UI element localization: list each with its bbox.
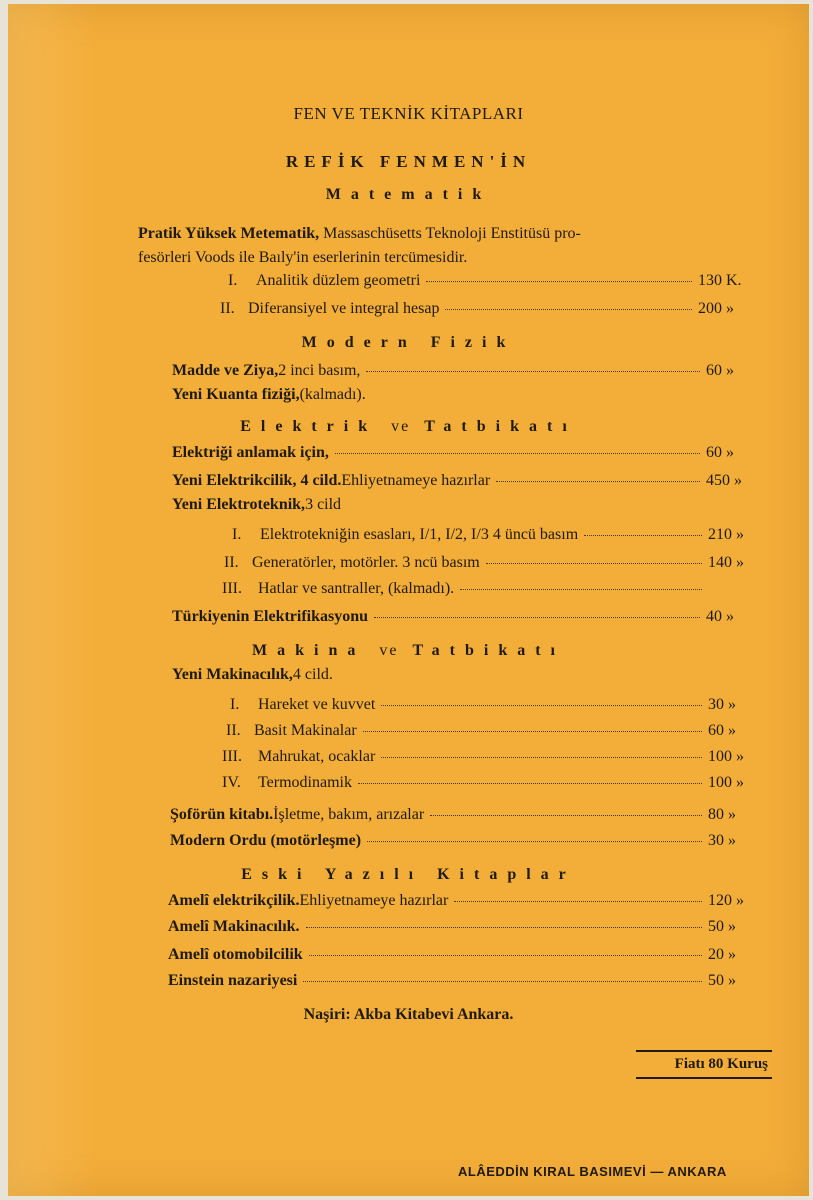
item-price: 100 » (708, 748, 744, 765)
item-number: I. (228, 272, 238, 289)
item-price: 130 K. (698, 272, 742, 289)
list-item (172, 608, 776, 630)
section-word: Elektrik (240, 418, 378, 435)
list-item (168, 972, 778, 994)
item-price: 60 » (708, 722, 736, 739)
list-item (232, 526, 778, 548)
leader-dots (381, 704, 702, 706)
leader-dots (303, 980, 702, 982)
item-title: Şoförün kitabı. (170, 806, 274, 823)
section-heading-modern-fizik: Modern Fizik (301, 334, 516, 351)
item-title: Amelî Makinacılık. (168, 918, 300, 935)
item-title: Modern Ordu (motörleşme) (170, 832, 362, 849)
list-item (230, 696, 778, 718)
leader-dots (366, 370, 700, 372)
leader-dots (381, 756, 702, 758)
section-word: Makina (252, 642, 366, 659)
author-heading: REFİK FENMEN'İN (285, 152, 532, 171)
item-price: 30 » (708, 696, 736, 713)
list-item (172, 496, 776, 518)
item-price: 60 » (706, 444, 734, 461)
item-number: III. (222, 580, 242, 597)
leader-dots (309, 954, 702, 956)
item-text: 3 cild (305, 496, 342, 513)
item-number: I. (232, 526, 242, 543)
intro-paragraph (138, 222, 778, 270)
item-number: III. (222, 748, 242, 765)
list-item (172, 386, 776, 408)
leader-dots (496, 480, 700, 482)
section-heading-elektrik (8, 418, 809, 436)
item-title: Yeni Elektroteknik, (172, 496, 306, 513)
section-heading-matematik: Matematik (325, 186, 492, 203)
item-text: Hatlar ve santraller, (kalmadı). (258, 580, 455, 597)
list-item (172, 666, 776, 688)
leader-dots (430, 814, 702, 816)
list-item (228, 272, 768, 294)
item-price: 450 » (706, 472, 742, 489)
leader-dots (358, 782, 702, 784)
leader-dots (460, 588, 702, 590)
item-title: Amelî otomobilcilik (168, 946, 303, 963)
item-text: Ehliyetnameye hazırlar (341, 472, 491, 489)
item-text: Generatörler, motörler. 3 ncü basım (252, 554, 480, 571)
item-price: 60 » (706, 362, 734, 379)
item-title: Madde ve Ziya, (172, 362, 279, 379)
item-price: 20 » (708, 946, 736, 963)
item-title: Elektriği anlamak için, (172, 444, 329, 461)
item-text: Analitik düzlem geometri (256, 272, 421, 289)
item-price: 100 » (708, 774, 744, 791)
list-item (170, 806, 778, 828)
intro-title: Pratik Yüksek Metematik, (138, 225, 320, 242)
leader-dots (584, 534, 702, 536)
item-title: Türkiyenin Elektrifikasyonu (172, 608, 369, 625)
leader-dots (445, 308, 692, 310)
section-word: Tatbikatı (412, 642, 565, 659)
list-item (172, 362, 776, 384)
item-text: 2 inci basım, (278, 362, 361, 379)
list-item (168, 892, 778, 914)
item-text: 4 cild. (292, 666, 333, 683)
section-word: Tatbikatı (424, 418, 577, 435)
item-text: Diferansiyel ve integral hesap (248, 300, 440, 317)
list-item (168, 918, 778, 940)
item-price: 30 » (708, 832, 736, 849)
section-heading-makina (8, 642, 809, 660)
item-text: (kalmadı). (299, 386, 366, 403)
section-conj: ve (391, 418, 411, 435)
item-text: İşletme, bakım, arızalar (273, 806, 425, 823)
item-number: II. (224, 554, 239, 571)
back-cover-page (8, 4, 809, 1196)
list-item (220, 300, 768, 322)
item-title: Einstein nazariyesi (168, 972, 298, 989)
leader-dots (335, 452, 700, 454)
item-number: II. (226, 722, 241, 739)
printer-imprint: ALÂEDDİN KIRAL BASIMEVİ — ANKARA (458, 1164, 727, 1179)
item-number: II. (220, 300, 235, 317)
item-title: Yeni Makinacılık, (172, 666, 293, 683)
item-text: Hareket ve kuvvet (258, 696, 376, 713)
item-title: Yeni Elektrikcilik, 4 cild. (172, 472, 342, 489)
item-price: 200 » (698, 300, 734, 317)
item-number: IV. (222, 774, 241, 791)
section-conj: ve (379, 642, 399, 659)
leader-dots (486, 562, 702, 564)
item-title: Amelî elektrikçilik. (168, 892, 300, 909)
item-price: 50 » (708, 918, 736, 935)
item-price: 50 » (708, 972, 736, 989)
item-number: I. (230, 696, 240, 713)
item-price: 140 » (708, 554, 744, 571)
item-text: Ehliyetnameye hazırlar (299, 892, 449, 909)
page-header: FEN VE TEKNİK KİTAPLARI (293, 104, 524, 123)
item-text: Mahrukat, ocaklar (258, 748, 376, 765)
list-item (222, 580, 708, 602)
price-label: Fiatı 80 Kuruş (636, 1050, 772, 1079)
item-price: 210 » (708, 526, 744, 543)
leader-dots (426, 280, 692, 282)
leader-dots (306, 926, 702, 928)
list-item (172, 444, 776, 466)
intro-text-1: Massaschüsetts Teknoloji Enstitüsü pro- (319, 225, 581, 242)
list-item (168, 946, 778, 968)
list-item (222, 774, 778, 796)
leader-dots (363, 730, 702, 732)
leader-dots (374, 616, 700, 618)
item-title: Yeni Kuanta fiziği, (172, 386, 300, 403)
list-item (224, 554, 778, 576)
leader-dots (367, 840, 702, 842)
leader-dots (454, 900, 702, 902)
intro-text-2: fesörleri Voods ile Baıly'in eserlerinin tercümesidir. (138, 249, 468, 266)
section-heading-eski: Eski Yazılı Kitaplar (241, 866, 576, 883)
item-price: 40 » (706, 608, 734, 625)
item-text: Basit Makinalar (254, 722, 357, 739)
list-item (226, 722, 778, 744)
item-text: Elektrotekniğin esasları, I/1, I/2, I/3 4 üncü basım (260, 526, 579, 543)
list-item (170, 832, 778, 854)
item-text: Termodinamik (258, 774, 352, 791)
list-item (222, 748, 778, 770)
item-price: 80 » (708, 806, 736, 823)
list-item (172, 472, 776, 494)
item-price: 120 » (708, 892, 744, 909)
publisher-line: Naşiri: Akba Kitabevi Ankara. (303, 1006, 514, 1023)
